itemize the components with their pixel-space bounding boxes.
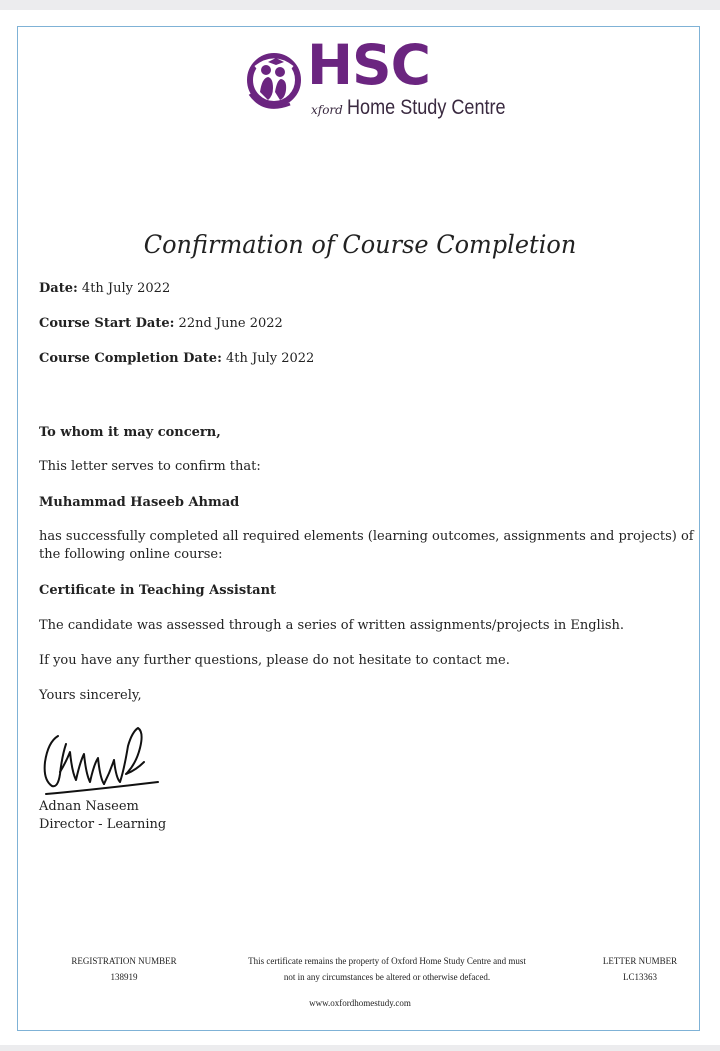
- registration-number: 138919: [110, 972, 138, 982]
- certificate-sheet: [0, 10, 720, 1045]
- signature-icon: [40, 722, 165, 806]
- candidate-name: Muhammad Haseeb Ahmad: [39, 495, 240, 510]
- hsc-emblem-icon: [246, 50, 306, 114]
- date-label: Date:: [39, 281, 78, 296]
- course-completion-value: 4th July 2022: [226, 351, 315, 366]
- property-notice-line-2: not in any circumstances be altered or otherwise defaced.: [283, 972, 491, 982]
- intro-line: This letter serves to confirm that:: [39, 459, 261, 474]
- course-start-label: Course Start Date:: [39, 316, 175, 331]
- hsc-logo: [246, 33, 506, 124]
- property-notice: [220, 953, 554, 985]
- letter-number-block: [588, 953, 692, 985]
- signatory-role: Director - Learning: [39, 817, 167, 832]
- date-value: 4th July 2022: [81, 281, 171, 296]
- property-notice-line-1: This certificate remains the property of Oxford Home Study Centre and must: [248, 956, 526, 966]
- course-start-value: 22nd June 2022: [178, 316, 283, 331]
- assessment-statement: The candidate was assessed through a series of written assignments/projects in English.: [39, 618, 625, 633]
- page-title: Confirmation of Course Completion: [143, 230, 577, 259]
- hsc-brand-text: HSC: [307, 33, 431, 97]
- closing: Yours sincerely,: [39, 688, 142, 703]
- course-start-row: [39, 317, 283, 330]
- salutation: To whom it may concern,: [39, 425, 221, 440]
- oxford-script-text: xford: [311, 103, 343, 117]
- date-row: [39, 282, 170, 295]
- registration-block: [62, 953, 186, 985]
- registration-label: REGISTRATION NUMBER: [71, 956, 177, 966]
- signatory-name: Adnan Naseem: [39, 799, 139, 814]
- letter-number: LC13363: [622, 972, 657, 982]
- website-link[interactable]: www.oxfordhomestudy.com: [309, 998, 411, 1008]
- letter-number-label: LETTER NUMBER: [602, 956, 678, 966]
- completion-statement: has successfully completed all required elements (learning outcomes, assignments and projects) of the following online course:: [39, 529, 694, 562]
- home-study-centre-text: Home Study Centre: [347, 96, 506, 119]
- course-completion-row: [39, 352, 314, 365]
- course-name: Certificate in Teaching Assistant: [39, 583, 277, 598]
- contact-statement: If you have any further questions, please do not hesitate to contact me.: [39, 653, 510, 668]
- course-completion-label: Course Completion Date:: [39, 351, 222, 366]
